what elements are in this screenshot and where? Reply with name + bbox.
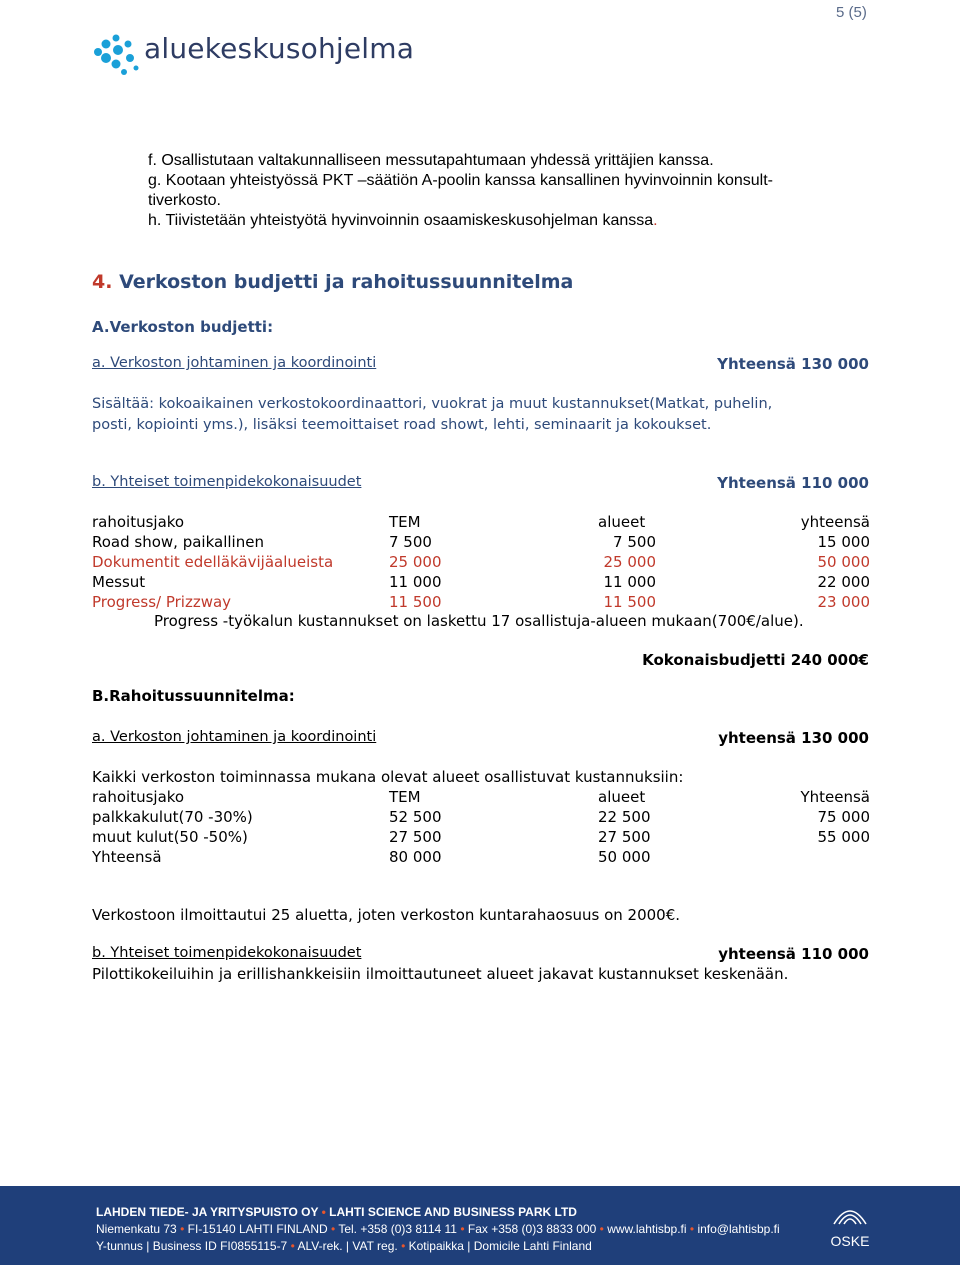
table1-header-cell: TEM [389, 513, 421, 531]
table-row [92, 808, 870, 828]
table-cell: 75 000 [817, 808, 870, 826]
table-cell: 50 000 [817, 553, 870, 571]
footer-fax: Fax +358 (0)3 8833 000 [467, 1222, 597, 1236]
budget-a-total: Yhteensä 130 000 [717, 355, 869, 373]
budget-b-heading: b. Yhteiset toimenpidekokonaisuudet [92, 474, 362, 490]
footer-domicile: Kotipaikka | Domicile Lahti Finland [408, 1239, 592, 1253]
table-cell: Dokumentit edelläkävijäalueista [92, 553, 334, 571]
financing-b-note: Pilottikokeiluihin ja erillishankkeisiin ilmoittautuneet alueet jakavat kustannukset keskenään. [92, 965, 789, 983]
budget-a-desc-line1: Sisältää: kokoaikainen verkostokoordinaattori, vuokrat ja muut kustannukset(Matkat, puhelin, [92, 396, 773, 412]
table1-header-cell: rahoitusjako [92, 513, 185, 531]
table-cell: 50 000 [598, 848, 651, 866]
footer-email[interactable]: info@lahtisbp.fi [697, 1222, 780, 1236]
table-cell: Yhteensä [92, 848, 162, 866]
footer-contact-line [96, 1222, 780, 1236]
budget-b-total: Yhteensä 110 000 [717, 474, 869, 492]
table-row [92, 828, 870, 848]
table-cell: 80 000 [389, 848, 442, 866]
table-cell: Progress/ Prizzway [92, 593, 232, 611]
table-row [92, 553, 870, 573]
table-cell: muut kulut(50 -50%) [92, 828, 248, 846]
footer-address: Niemenkatu 73 [96, 1222, 177, 1236]
separator-dot: • [689, 1222, 695, 1236]
footer-company-en: LAHTI SCIENCE AND BUSINESS PARK LTD [329, 1205, 577, 1219]
total-budget: Kokonaisbudjetti 240 000€ [642, 651, 869, 669]
action-list [148, 151, 878, 231]
footer-company-fi: LAHDEN TIEDE- JA YRITYSPUISTO OY [96, 1205, 319, 1219]
section-title: Verkoston budjetti ja rahoitussuunnitelma [119, 271, 574, 293]
share-note: Verkostoon ilmoittautui 25 aluetta, joten verkoston kuntarahaosuus on 2000€. [92, 906, 681, 924]
footer-website[interactable]: www.lahtisbp.fi [607, 1222, 687, 1236]
footer-company-line [96, 1205, 577, 1219]
footer-registration-line [96, 1239, 592, 1253]
financing-intro: Kaikki verkoston toiminnassa mukana olevat alueet osallistuvat kustannuksiin: [92, 768, 684, 786]
separator-dot: • [180, 1222, 185, 1236]
table-row [92, 593, 870, 613]
table-cell: 25 000 [603, 553, 656, 571]
table-cell: 23 000 [817, 593, 870, 611]
list-item-h [148, 211, 878, 231]
table2-header [92, 788, 870, 808]
table-cell: 7 500 [613, 533, 656, 551]
table1-header [92, 513, 870, 533]
separator-dot: • [331, 1222, 336, 1236]
separator-dot: • [460, 1222, 465, 1236]
logo-wordmark: aluekeskusohjelma [144, 32, 415, 65]
footer-vat: ALV-rek. | VAT reg. [297, 1239, 398, 1253]
footer-business-id: Y-tunnus | Business ID FI0855115-7 [96, 1239, 288, 1253]
footer-postal: FI-15140 LAHTI FINLAND [187, 1222, 328, 1236]
separator-dot: • [321, 1205, 326, 1219]
table-cell: Messut [92, 573, 146, 591]
table-cell: 15 000 [817, 533, 870, 551]
financing-a-heading: a. Verkoston johtaminen ja koordinointi [92, 729, 377, 745]
budget-a-heading: a. Verkoston johtaminen ja koordinointi [92, 355, 377, 371]
subheading-budget: A.Verkoston budjetti: [92, 318, 274, 336]
table-row [92, 848, 870, 868]
table-cell: 7 500 [389, 533, 432, 551]
table-cell: 11 500 [603, 593, 656, 611]
table-cell: 25 000 [389, 553, 442, 571]
table-cell: 55 000 [817, 828, 870, 846]
table-cell: palkkakulut(70 -30%) [92, 808, 253, 826]
table-cell: 52 500 [389, 808, 442, 826]
table-cell: 27 500 [389, 828, 442, 846]
table2-header-cell: TEM [389, 788, 421, 806]
list-item-g: g. Kootaan yhteistyössä PKT –säätiön A-poolin kanssa kansallinen hyvinvoinnin konsult- [148, 172, 773, 189]
list-item-f: f. Osallistutaan valtakunnalliseen messutapahtumaan yhdessä yrittäjien kanssa. [148, 152, 714, 169]
financing-a-total: yhteensä 130 000 [718, 729, 869, 747]
section-number: 4. [92, 271, 113, 293]
table-cell: 22 000 [817, 573, 870, 591]
section-heading [92, 271, 573, 293]
separator-dot: • [599, 1222, 604, 1236]
subheading-financing: B.Rahoitussuunnitelma: [92, 687, 295, 705]
page-number: 5 (5) [836, 4, 867, 21]
table2-header-cell: Yhteensä [800, 788, 870, 806]
table-cell: 11 000 [603, 573, 656, 591]
separator-dot: • [401, 1239, 406, 1253]
table-cell: 22 500 [598, 808, 651, 826]
table-row [92, 573, 870, 593]
oske-logo-text: OSKE [830, 1233, 870, 1249]
separator-dot: • [290, 1239, 295, 1253]
table1-header-cell: yhteensä [800, 513, 870, 531]
list-item-h-text: h. Tiivistetään yhteistyötä hyvinvoinnin osaamiskeskusohjelman kanssa [148, 212, 654, 229]
table2-header-cell: rahoitusjako [92, 788, 185, 806]
footer-tel: Tel. +358 (0)3 8114 11 [338, 1222, 457, 1236]
table-row [92, 533, 870, 553]
financing-b-total: yhteensä 110 000 [718, 945, 869, 963]
progress-note: Progress -työkalun kustannukset on laskettu 17 osallistuja-alueen mukaan(700€/alue). [154, 612, 804, 630]
table-cell: 11 000 [389, 573, 442, 591]
table-cell: Road show, paikallinen [92, 533, 264, 551]
table1-header-cell: alueet [598, 513, 646, 531]
list-item-h-dot: . [653, 212, 658, 229]
table-cell: 27 500 [598, 828, 651, 846]
financing-b-heading: b. Yhteiset toimenpidekokonaisuudet [92, 945, 362, 961]
oske-logo-icon [826, 1194, 874, 1254]
list-item-g-cont: tiverkosto. [148, 192, 221, 209]
budget-a-desc-line2: posti, kopiointi yms.), lisäksi teemoittaiset road showt, lehti, seminaarit ja kokoukset. [92, 417, 712, 433]
table-cell: 11 500 [389, 593, 442, 611]
table2-header-cell: alueet [598, 788, 646, 806]
